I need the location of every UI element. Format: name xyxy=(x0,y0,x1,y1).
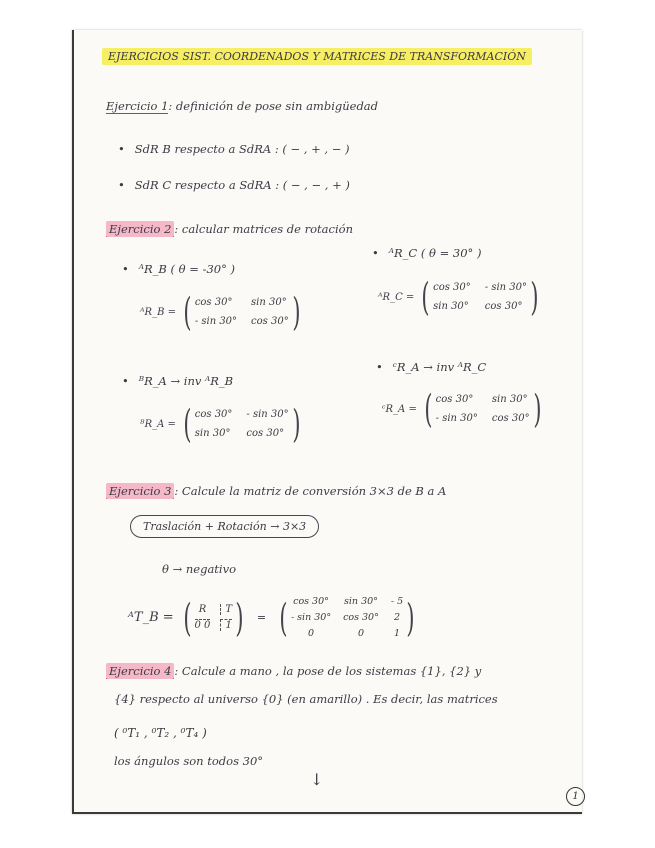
down-arrow-icon: ↓ xyxy=(310,770,324,789)
exercise-1-label: Ejercicio 1 xyxy=(106,99,169,113)
matrix-AB-cells: cos 30° sin 30° - sin 30° cos 30° xyxy=(194,297,289,327)
matrix-AC-cells: cos 30° - sin 30° sin 30° cos 30° xyxy=(433,282,528,312)
exercise-2-label: Ejercicio 2 xyxy=(106,222,174,237)
exercise-1-text: : definición de pose sin ambigüedad xyxy=(168,99,379,113)
exercise-4-angles: los ángulos son todos 30° xyxy=(114,754,264,768)
rotation-CA-heading: • ᶜR_A → inv ᴬR_C xyxy=(376,360,486,374)
exercise-1-bullet-2: • SdR C respecto a SdRA : ( − , − , + ) xyxy=(118,178,350,192)
matrix-CA-cells: cos 30° sin 30° - sin 30° cos 30° xyxy=(435,394,530,424)
exercise-4-heading xyxy=(106,664,481,678)
matrix-BA: ᴮR_A = ( cos 30° - sin 30° sin 30° cos 30° ) xyxy=(140,402,301,446)
page-number: 1 xyxy=(566,787,585,806)
exercise-4-label: Ejercicio 4 xyxy=(106,664,174,679)
translation-rotation-note: Traslación + Rotación → 3×3 xyxy=(130,515,319,538)
matrix-BA-cells: cos 30° - sin 30° sin 30° cos 30° xyxy=(194,409,289,439)
matrix-CA: ᶜR_A = ( cos 30° sin 30° - sin 30° cos 30° ) xyxy=(382,387,542,431)
rotation-AB-heading: • ᴬR_B ( θ = -30° ) xyxy=(122,262,235,276)
exercise-3-text: : Calcule la matriz de conversión 3×3 de B a A xyxy=(174,484,447,498)
theta-negative-note: θ → negativo xyxy=(162,562,237,576)
exercise-4-matrices: ( ⁰T₁ , ⁰T₂ , ⁰T₄ ) xyxy=(114,726,207,740)
matrix-AB: ᴬR_B = ( cos 30° sin 30° - sin 30° cos 30° ) xyxy=(140,290,301,334)
exercise-4-line-2: {4} respecto al universo {0} (en amarillo) . Es decir, las matrices xyxy=(114,692,498,706)
exercise-1-bullet-1: • SdR B respecto a SdRA : ( − , + , − ) xyxy=(118,142,350,156)
exercise-3-label: Ejercicio 3 xyxy=(106,484,174,499)
exercise-3-heading xyxy=(106,484,446,498)
exercise-1-heading xyxy=(106,99,378,113)
matrix-AC: ᴬR_C = ( cos 30° - sin 30° sin 30° cos 30° ) xyxy=(378,275,539,319)
transform-matrix-cells: cos 30° sin 30° - 5 - sin 30° cos 30° 2 0 0 1 xyxy=(290,596,404,639)
exercise-2-text: : calcular matrices de rotación xyxy=(174,222,353,236)
rotation-BA-heading: • ᴮR_A → inv ᴬR_B xyxy=(122,374,233,388)
rotation-AC-heading: • ᴬR_C ( θ = 30° ) xyxy=(372,246,481,260)
exercise-4-line-1: : Calcule a mano , la pose de los sistemas {1}, {2} y xyxy=(174,664,482,678)
exercise-2-heading xyxy=(106,222,353,236)
transform-matrix-AB: ᴬT_B = ( R T 0 0 1 ) = ( cos 30° sin 30° - 5 - sin 30° cos 30° 2 0 0 1 ) xyxy=(128,595,415,640)
page-title: EJERCICIOS SIST. COORDENADOS Y MATRICES DE TRANSFORMACIÓN xyxy=(102,50,532,63)
block-matrix: R T 0 0 1 xyxy=(194,604,233,631)
